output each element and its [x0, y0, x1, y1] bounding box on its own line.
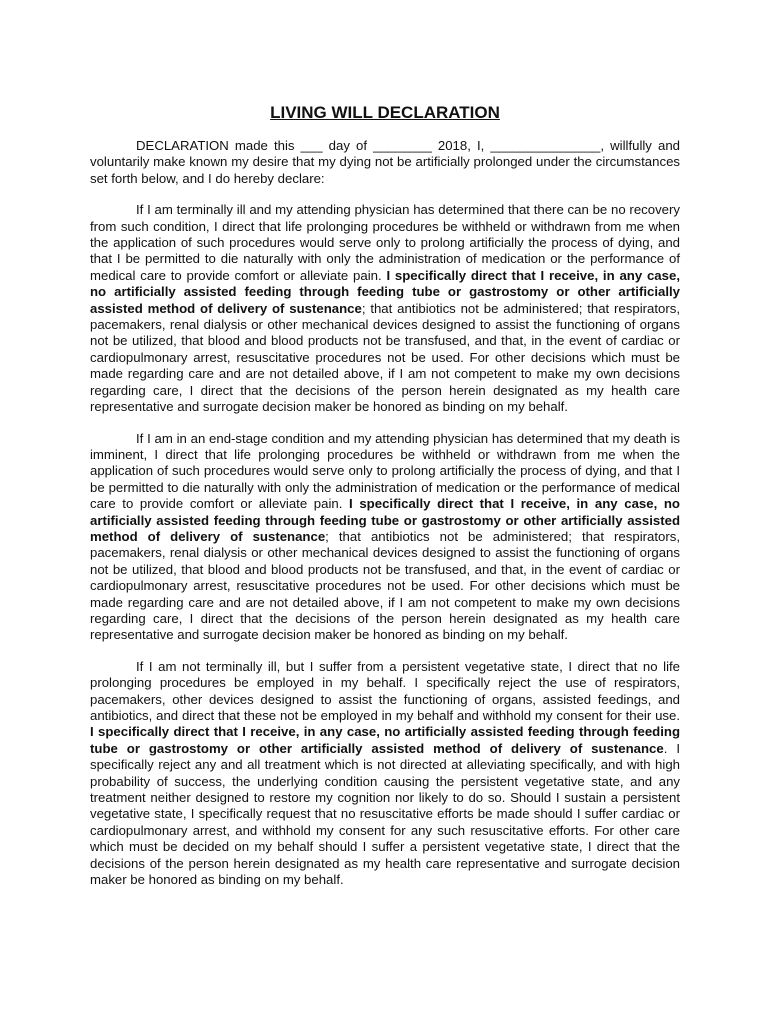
feeding-directive-bold-text: I specifically direct that I receive, in any case, no artificially assisted feeding through feeding tube or gastrostomy or other artificially assisted method of delivery of sustenance: [90, 496, 680, 544]
paragraph-text: If I am not terminally ill, but I suffer from a persistent vegetative state, I direct that no life prolonging procedures be employed in my behalf. I specifically reject the use of respirators, pacemakers, other devices designed to assist the functioning of organs, assisted feedings, and antibiotics, and direct that these not be employed in my behalf and withhold my consent for their use.: [90, 658, 680, 723]
document-page: [90, 103, 680, 888]
paragraph-text: ; that antibiotics not be administered; that respirators, pacemakers, renal dialysis or other mechanical devices designed to assist the functioning of organs not be utilized, that blood and blood products not be transfused, and that, in the event of cardiac or cardiopulmonary arrest, resuscitative procedures not be used. For other decisions which must be made regarding care and are not detailed above, if I am not competent to make my own decisions regarding care, I direct that the decisions of the person herein designated as my health care representative and surrogate decision maker be honored as binding on my behalf.: [90, 528, 680, 643]
declaration-intro-paragraph: [90, 138, 680, 187]
feeding-directive-bold-text: I specifically direct that I receive, in any case, no artificially assisted feeding through feeding tube or gastrostomy or other artificially assisted method of delivery of sustenance: [90, 724, 680, 756]
document-title: LIVING WILL DECLARATION: [270, 103, 500, 122]
end-stage-condition-paragraph: [90, 431, 680, 644]
paragraph-text: . I specifically reject any and all treatment which is not directed at alleviating specifically, and with high probability of success, the underlying condition causing the persistent vegetative state, and any treatment neither designed to restore my cognition nor likely to do so. Should I sustain a persistent vegetative state, I specifically request that no resuscitative efforts be made should I suffer cardiac or cardiopulmonary arrest, and withhold my consent for any such resuscitative efforts. For other care which must be decided on my behalf should I suffer a persistent vegetative state, I direct that the decisions of the person herein designated as my health care representative and surrogate decision maker be honored as binding on my behalf.: [90, 740, 680, 888]
persistent-vegetative-state-paragraph: [90, 659, 680, 889]
feeding-directive-bold-text: I specifically direct that I receive, in any case, no artificially assisted feeding through feeding tube or gastrostomy or other artificially assisted method of delivery of sustenance: [90, 267, 680, 316]
intro-text: DECLARATION made this ___ day of ________ 2018, I, _______________, willfully and voluntarily make known my desire that my dying not be artificially prolonged under the circumstances set forth below, and I do hereby declare:: [90, 138, 680, 186]
paragraph-text: ; that antibiotics not be administered; that respirators, pacemakers, renal dialysis or other mechanical devices designed to assist the functioning of organs not be utilized, that blood and blood products not be transfused, and that, in the event of cardiac or cardiopulmonary arrest, resuscitative procedures not be used. For other decisions which must be made regarding care and are not detailed above, if I am not competent to make my own decisions regarding care, I direct that the decisions of the person herein designated as my health care representative and surrogate decision maker be honored as binding on my behalf.: [90, 300, 680, 415]
terminal-illness-paragraph: [90, 202, 680, 415]
paragraph-text: If I am in an end-stage condition and my attending physician has determined that my death is imminent, I direct that life prolonging procedures be withheld or withdrawn from me when the application of such procedures would serve only to prolong artificially the process of dying, and that I be permitted to die naturally with only the administration of medication or the performance of medical care to provide comfort or alleviate pain.: [90, 430, 680, 512]
paragraph-text: If I am terminally ill and my attending physician has determined that there can be no recovery from such condition, I direct that life prolonging procedures be withheld or withdrawn from me when the application of such procedures would serve only to prolong artificially the process of dying, and that I be permitted to die naturally with only the administration of medication or the performance of medical care to provide comfort or alleviate pain.: [90, 202, 680, 283]
